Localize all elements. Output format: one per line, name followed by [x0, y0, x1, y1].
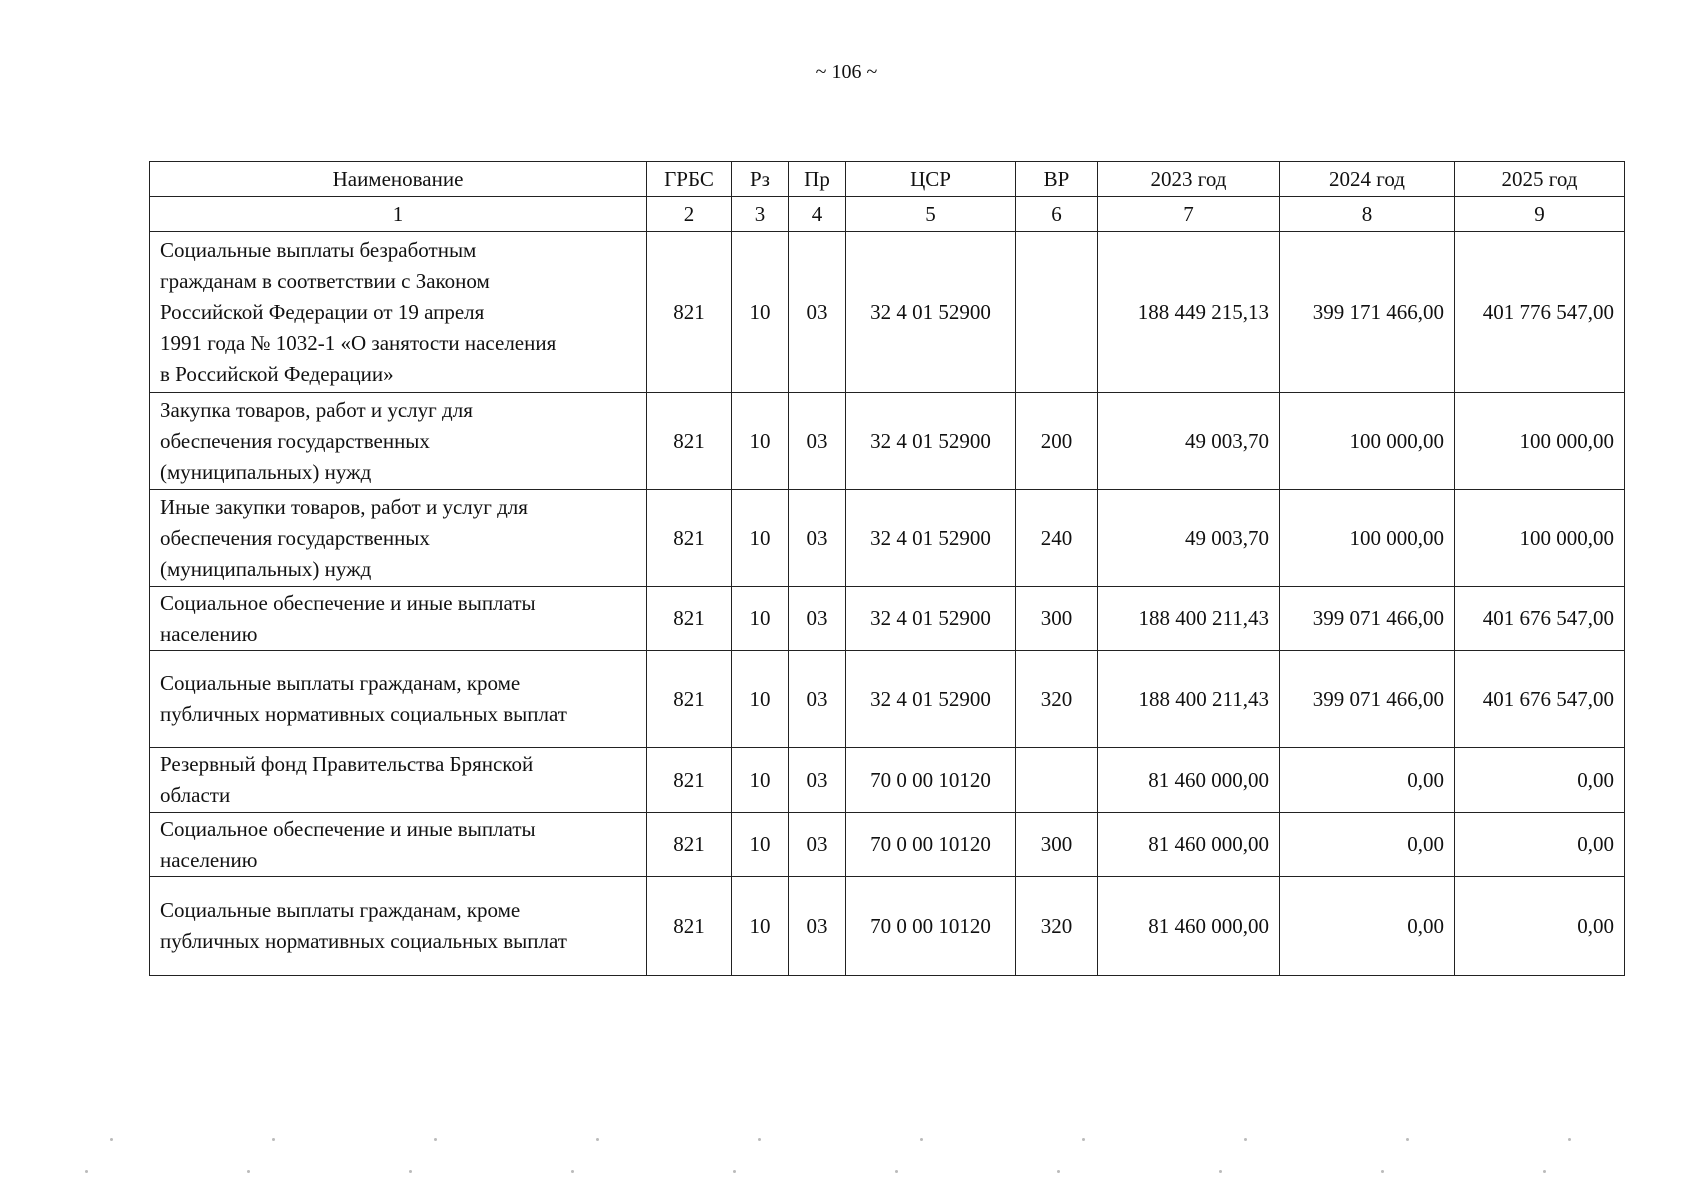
cell-rz: 10 [732, 813, 789, 877]
cell-vr: 320 [1016, 651, 1098, 748]
cell-2025: 100 000,00 [1455, 490, 1625, 587]
scan-dot [272, 1138, 275, 1141]
table-row [150, 587, 1625, 651]
cell-csr: 32 4 01 52900 [846, 587, 1016, 651]
table-row [150, 490, 1625, 587]
cell-csr: 70 0 00 10120 [846, 813, 1016, 877]
cell-2024: 100 000,00 [1280, 490, 1455, 587]
header-row [150, 162, 1625, 197]
cell-vr: 300 [1016, 587, 1098, 651]
column-number: 2 [647, 197, 732, 232]
scan-dot [1406, 1138, 1409, 1141]
row-name [150, 490, 647, 587]
scan-dot [1244, 1138, 1247, 1141]
cell-csr: 32 4 01 52900 [846, 393, 1016, 490]
cell-csr: 32 4 01 52900 [846, 490, 1016, 587]
cell-2024: 0,00 [1280, 813, 1455, 877]
row-name-line: публичных нормативных социальных выплат [160, 702, 567, 726]
cell-2025: 401 676 547,00 [1455, 651, 1625, 748]
row-name-line: публичных нормативных социальных выплат [160, 929, 567, 953]
cell-pr: 03 [789, 393, 846, 490]
header-pr: Пр [789, 162, 846, 197]
row-name-line: Резервный фонд Правительства Брянской [160, 752, 534, 776]
cell-vr [1016, 232, 1098, 393]
row-name-line: Социальные выплаты гражданам, кроме [160, 671, 521, 695]
cell-2025: 0,00 [1455, 877, 1625, 976]
row-name [150, 877, 647, 976]
column-number: 4 [789, 197, 846, 232]
cell-rz: 10 [732, 232, 789, 393]
table-row [150, 813, 1625, 877]
cell-2023: 188 400 211,43 [1098, 651, 1280, 748]
cell-2023: 49 003,70 [1098, 490, 1280, 587]
cell-pr: 03 [789, 587, 846, 651]
cell-csr: 32 4 01 52900 [846, 232, 1016, 393]
header-2025: 2025 год [1455, 162, 1625, 197]
scan-dot [85, 1170, 88, 1173]
cell-grbs: 821 [647, 587, 732, 651]
row-name [150, 587, 647, 651]
cell-csr: 70 0 00 10120 [846, 748, 1016, 813]
header-rz: Рз [732, 162, 789, 197]
table-row [150, 877, 1625, 976]
row-name-line: области [160, 783, 231, 807]
row-name-line: Российской Федерации от 19 апреля [160, 299, 485, 324]
cell-2024: 0,00 [1280, 877, 1455, 976]
cell-2024: 399 071 466,00 [1280, 587, 1455, 651]
row-name-line: Иные закупки товаров, работ и услуг для [160, 494, 528, 519]
cell-grbs: 821 [647, 393, 732, 490]
cell-2025: 0,00 [1455, 748, 1625, 813]
cell-2024: 399 171 466,00 [1280, 232, 1455, 393]
cell-pr: 03 [789, 651, 846, 748]
scan-dot [571, 1170, 574, 1173]
cell-rz: 10 [732, 393, 789, 490]
row-name-line: Социальные выплаты гражданам, кроме [160, 898, 521, 922]
cell-rz: 10 [732, 587, 789, 651]
cell-pr: 03 [789, 748, 846, 813]
cell-2024: 100 000,00 [1280, 393, 1455, 490]
cell-grbs: 821 [647, 748, 732, 813]
budget-table [149, 161, 1625, 976]
cell-2023: 188 400 211,43 [1098, 587, 1280, 651]
cell-2023: 81 460 000,00 [1098, 748, 1280, 813]
row-name-line: (муниципальных) нужд [160, 556, 372, 581]
cell-grbs: 821 [647, 232, 732, 393]
cell-rz: 10 [732, 490, 789, 587]
header-2024: 2024 год [1280, 162, 1455, 197]
cell-2025: 401 776 547,00 [1455, 232, 1625, 393]
scan-dot [920, 1138, 923, 1141]
cell-grbs: 821 [647, 813, 732, 877]
row-name-line: Закупка товаров, работ и услуг для [160, 397, 473, 422]
row-name-line: 1991 года № 1032-1 «О занятости населения [160, 330, 557, 355]
cell-rz: 10 [732, 877, 789, 976]
cell-vr [1016, 748, 1098, 813]
row-name-line: гражданам в соответствии с Законом [160, 268, 490, 293]
cell-2024: 399 071 466,00 [1280, 651, 1455, 748]
column-number: 5 [846, 197, 1016, 232]
page-number: ~ 106 ~ [815, 61, 878, 83]
table-row [150, 748, 1625, 813]
cell-vr: 300 [1016, 813, 1098, 877]
scan-dot [1543, 1170, 1546, 1173]
scan-dot [733, 1170, 736, 1173]
header-csr: ЦСР [846, 162, 1016, 197]
row-name-line: (муниципальных) нужд [160, 459, 372, 484]
row-name [150, 393, 647, 490]
header-vr: ВР [1016, 162, 1098, 197]
cell-2023: 49 003,70 [1098, 393, 1280, 490]
scan-dot [1568, 1138, 1571, 1141]
scan-dot [434, 1138, 437, 1141]
column-number: 1 [150, 197, 647, 232]
column-number: 9 [1455, 197, 1625, 232]
scan-dot [247, 1170, 250, 1173]
cell-vr: 200 [1016, 393, 1098, 490]
scan-dot [596, 1138, 599, 1141]
cell-2023: 81 460 000,00 [1098, 813, 1280, 877]
row-name-line: Социальные выплаты безработным [160, 237, 477, 262]
cell-grbs: 821 [647, 877, 732, 976]
header-grbs: ГРБС [647, 162, 732, 197]
cell-csr: 32 4 01 52900 [846, 651, 1016, 748]
cell-rz: 10 [732, 651, 789, 748]
row-name-line: Социальное обеспечение и иные выплаты [160, 816, 536, 841]
row-name-line: обеспечения государственных [160, 525, 430, 550]
cell-pr: 03 [789, 813, 846, 877]
scan-dot [1381, 1170, 1384, 1173]
row-name-line: в Российской Федерации» [160, 361, 394, 386]
row-name [150, 232, 647, 393]
row-name [150, 813, 647, 877]
scan-dot [1219, 1170, 1222, 1173]
column-number: 3 [732, 197, 789, 232]
column-number: 8 [1280, 197, 1455, 232]
scan-dot [110, 1138, 113, 1141]
cell-vr: 320 [1016, 877, 1098, 976]
scan-dot [409, 1170, 412, 1173]
cell-grbs: 821 [647, 651, 732, 748]
cell-2025: 0,00 [1455, 813, 1625, 877]
row-name-line: Социальное обеспечение и иные выплаты [160, 590, 536, 615]
cell-2024: 0,00 [1280, 748, 1455, 813]
row-name [150, 748, 647, 813]
table-row [150, 393, 1625, 490]
cell-csr: 70 0 00 10120 [846, 877, 1016, 976]
cell-pr: 03 [789, 490, 846, 587]
scan-dot [1057, 1170, 1060, 1173]
table-row [150, 651, 1625, 748]
table-row [150, 232, 1625, 393]
cell-2025: 100 000,00 [1455, 393, 1625, 490]
cell-rz: 10 [732, 748, 789, 813]
column-number-row [150, 197, 1625, 232]
cell-grbs: 821 [647, 490, 732, 587]
column-number: 7 [1098, 197, 1280, 232]
scan-dot [758, 1138, 761, 1141]
scan-dot [1082, 1138, 1085, 1141]
cell-pr: 03 [789, 877, 846, 976]
cell-vr: 240 [1016, 490, 1098, 587]
column-number: 6 [1016, 197, 1098, 232]
cell-2025: 401 676 547,00 [1455, 587, 1625, 651]
header-name: Наименование [150, 162, 647, 197]
cell-2023: 188 449 215,13 [1098, 232, 1280, 393]
row-name-line: обеспечения государственных [160, 428, 430, 453]
header-2023: 2023 год [1098, 162, 1280, 197]
scan-dot [895, 1170, 898, 1173]
row-name [150, 651, 647, 748]
row-name-line: населению [160, 621, 258, 646]
cell-pr: 03 [789, 232, 846, 393]
cell-2023: 81 460 000,00 [1098, 877, 1280, 976]
row-name-line: населению [160, 847, 258, 872]
